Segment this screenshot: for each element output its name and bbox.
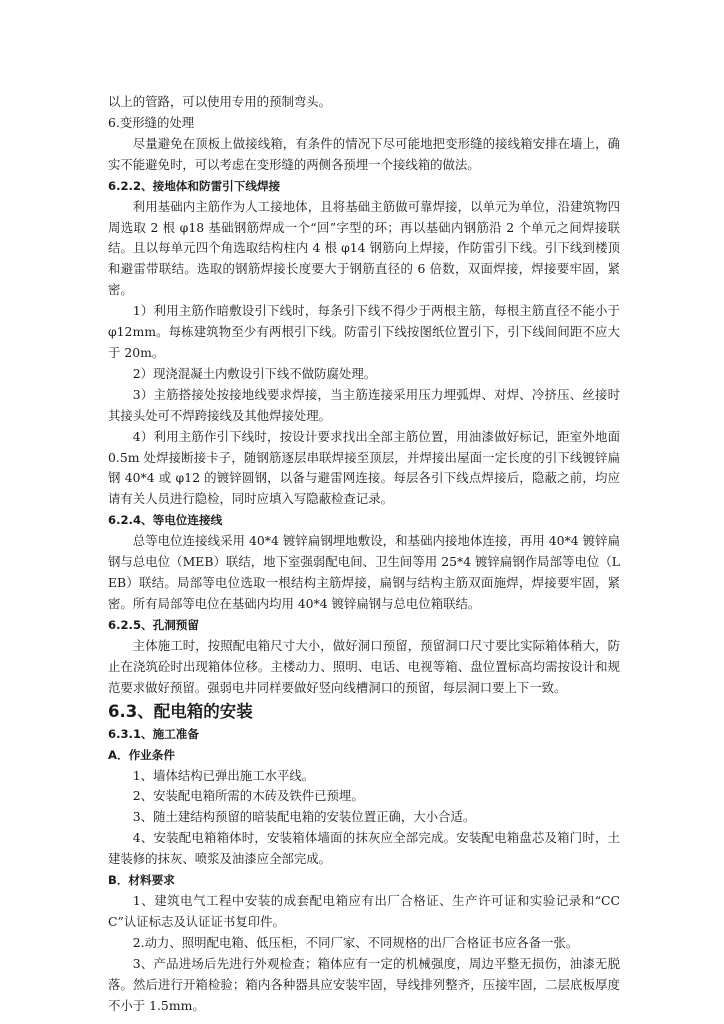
section-6-2-2-point-4: 4）利用主筋作引下线时，按设计要求找出全部主筋位置，用油漆做好标记，距室外地面 0.5m 处焊接断接卡子，随钢筋逐层串联焊接至顶层，并焊接出屋面一定长度的引下线镀锌扁钢 40*4 或 φ12 的镀锌圆钢，以备与避雷网连接。每层各引下线点焊接后，隐蔽之前，均应请有关人员进行隐检，同时应填入写隐蔽检查记录。 bbox=[108, 428, 620, 507]
section-6-3-1-heading: 6.3.1、施工准备 bbox=[108, 726, 199, 741]
part-b-heading: B．材料要求 bbox=[108, 873, 175, 888]
part-a-item: 2、安装配电箱所需的木砖及铁件已预埋。 bbox=[132, 788, 364, 804]
document-body bbox=[108, 92, 620, 1017]
section-6-2-2-point-3: 3）主筋搭接处按接地线要求焊接，当主筋连接采用压力埋弧焊、对焊、冷挤压、丝接时其接头处可不焊跨接线及其他焊接处理。 bbox=[108, 386, 620, 423]
section-6-2-2-point-1: 1）利用主筋作暗敷设引下线时，每条引下线不得少于两根主筋，每根主筋直径不能小于 φ12mm。每栋建筑物至少有两根引下线。防雷引下线按图纸位置引下，引下线间间距不应大于 20m。 bbox=[108, 303, 620, 360]
part-a-item: 1、墙体结构已弹出施工水平线。 bbox=[132, 767, 315, 783]
item6-body: 尽量避免在顶板上做接线箱，有条件的情况下尽可能地把变形缝的接线箱安排在墙上，确实不能避免时，可以考虑在变形缝的两侧各预埋一个接线箱的做法。 bbox=[108, 135, 620, 172]
part-b-item: 1、建筑电气工程中安装的成套配电箱应有出厂合格证、生产许可证和实验记录和“CCC”认证标志及认证证书复印件。 bbox=[108, 893, 620, 929]
part-b-item: 3、产品进场后先进行外观检查；箱体应有一定的机械强度，周边平整无损伤，油漆无脱落。然后进行开箱检验；箱内各种器具应安装牢固，导线排列整齐，压接牢固，二层底板厚度不小于 1.5mm。 bbox=[108, 955, 620, 1013]
section-6-2-5-paragraph: 主体施工时，按照配电箱尺寸大小，做好洞口预留，预留洞口尺寸要比实际箱体稍大，防止在浇筑砼时出现箱体位移。主楼动力、照明、电话、电视等箱、盘位置标高均需按设计和规范要求做好预留。强弱电井同样要做好竖向线槽洞口的预留，每层洞口要上下一致。 bbox=[108, 637, 620, 695]
intro-line: 以上的管路，可以使用专用的预制弯头。 bbox=[108, 94, 332, 109]
section-6-3-heading: 6.3、配电箱的安装 bbox=[108, 701, 253, 721]
section-6-2-4-paragraph: 总等电位连接线采用 40*4 镀锌扁钢埋地敷设，和基础内接地体连接，再用 40*4 镀锌扁钢与总电位（MEB）联结，地下室强弱配电间、卫生间等用 25*4 镀锌扁钢作局部等电位（LEB）联结。局部等电位选取一根结构主筋焊接，扁钢与结构主筋双面施焊，焊接要牢固，紧密。所有局部等电位在基础内均用 40*4 镀锌扁钢与总电位箱联结。 bbox=[108, 533, 620, 611]
part-a-item: 4、安装配电箱箱体时，安装箱体墙面的抹灰应全部完成。安装配电箱盘芯及箱门时，土建装修的抹灰、喷浆及油漆应全部完成。 bbox=[108, 830, 620, 867]
section-6-2-2-paragraph: 利用基础内主筋作为人工接地体，且将基础主筋做可靠焊接，以单元为单位，沿建筑物四周选取 2 根 φ18 基础钢筋焊成一个“回”字型的环；再以基础内钢筋沿 2 个单元之间焊接联结。且以每单元四个角选取结构柱内 4 根 φ14 钢筋向上焊接，作防雷引下线。引下线到楼顶和避雷带联结。选取的钢筋焊接长度要大于钢筋直径的 6 倍数，双面焊接，焊接要牢固，紧密。 bbox=[108, 198, 620, 298]
part-a-item: 3、随土建结构预留的暗装配电箱的安装位置正确，大小合适。 bbox=[132, 809, 476, 825]
section-6-2-5-heading: 6.2.5、孔洞预留 bbox=[108, 617, 199, 632]
section-6-2-4-heading: 6.2.4、等电位连接线 bbox=[108, 513, 223, 528]
part-a-heading: A．作业条件 bbox=[108, 747, 175, 762]
part-b-item: 2.动力、照明配电箱、低压柜，不同厂家、不同规格的出厂合格证书应各备一张。 bbox=[132, 934, 579, 950]
item6-heading: 6.变形缝的处理 bbox=[108, 114, 195, 130]
section-6-2-2-point-2: 2）现浇混凝土内敷设引下线不做防腐处理。 bbox=[132, 365, 377, 381]
section-6-2-2-heading: 6.2.2、接地体和防雷引下线焊接 bbox=[108, 178, 281, 193]
